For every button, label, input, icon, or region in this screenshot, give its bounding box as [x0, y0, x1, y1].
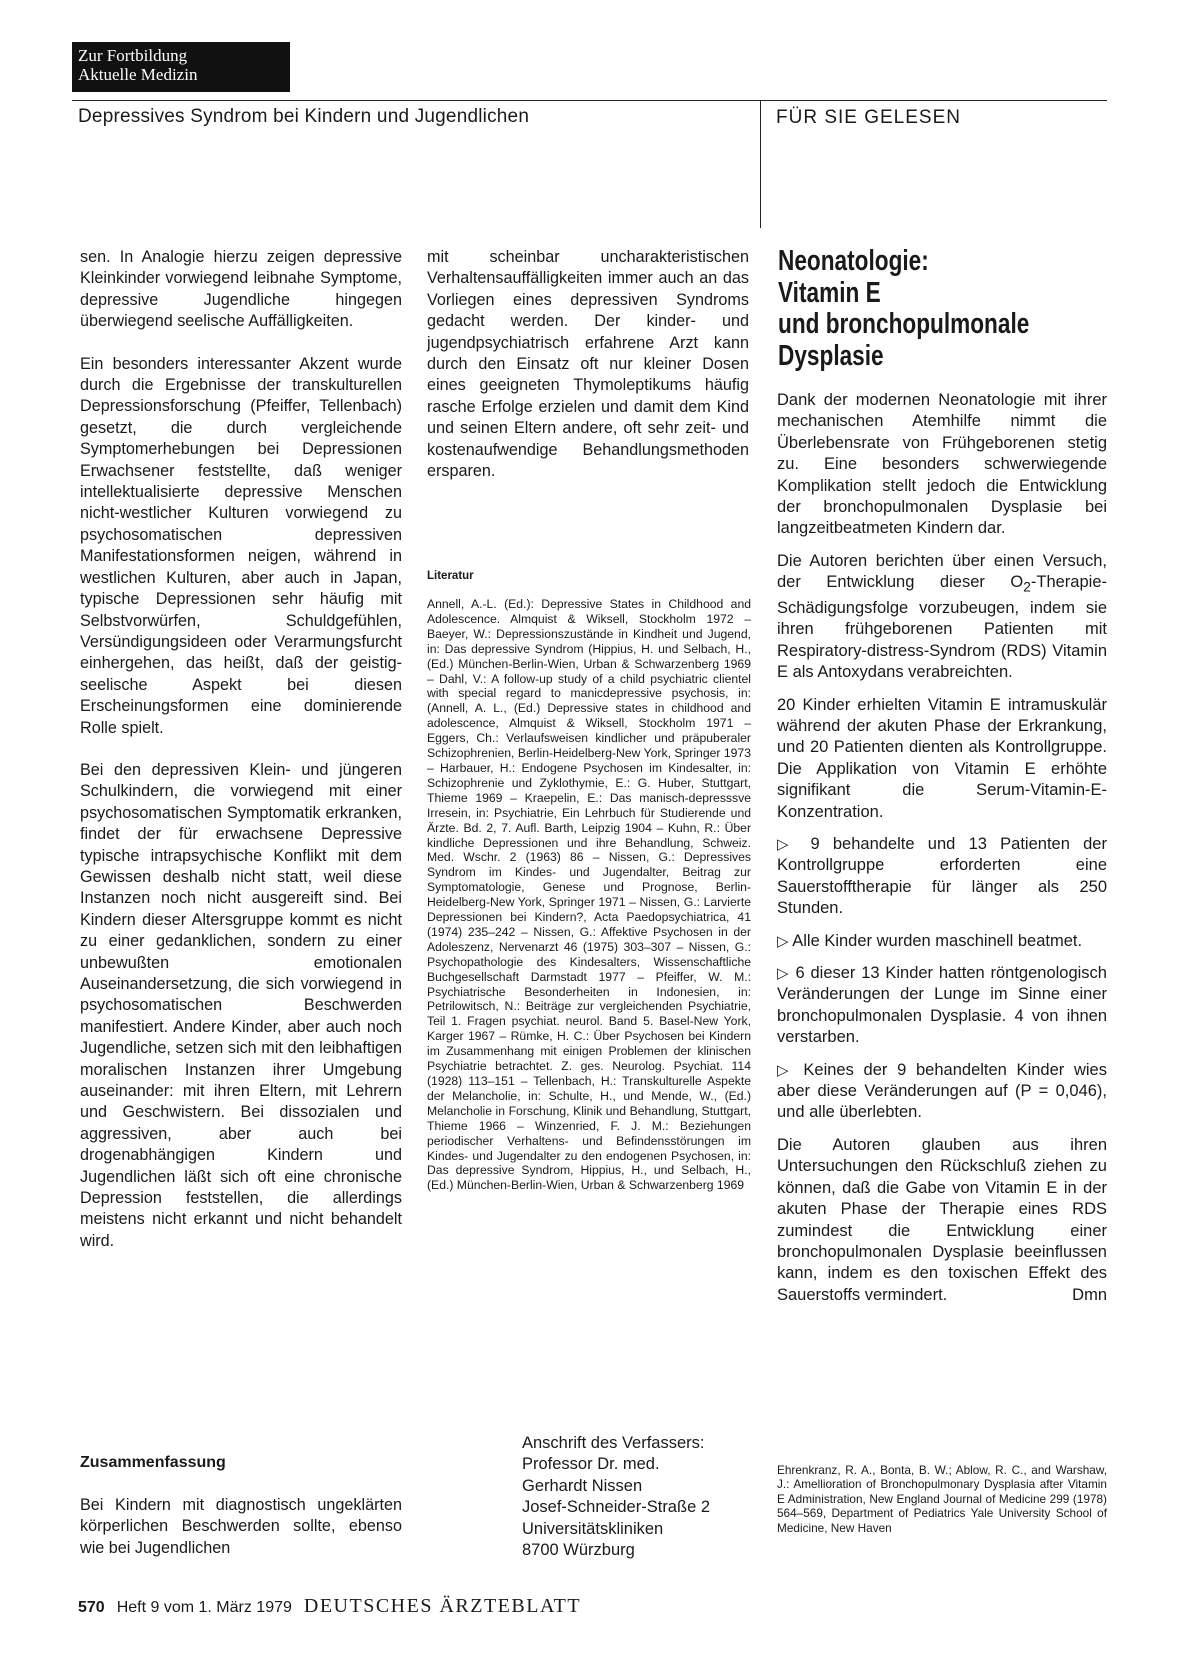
bullet-2	[777, 931, 1107, 952]
title-line-4: Dysplasie	[778, 339, 884, 372]
header-rule	[72, 100, 1107, 101]
bullet-1	[777, 834, 1107, 920]
column-3	[777, 390, 1107, 1317]
triangle-right-icon: ▷	[777, 1061, 794, 1079]
col3-paragraph-1: Dank der modernen Neonatologie mit ihrer mechanischen Atemhilfe nimmt die Überlebensrate von Frühgeborenen stetig zu. Eine besonders schwerwiegende Komplikation stellt jedoch die Entwicklung der bronchopulmonalen Dysplasie bei langzeitbeatmeten Kindern dar.	[777, 391, 1107, 538]
bullet-4	[777, 1060, 1107, 1124]
summary-text: Bei Kindern mit diagnostisch ungeklärten körperlichen Beschwerden sollte, ebenso wie bei Jugendlichen	[80, 1496, 402, 1557]
col1-paragraph-2: Ein besonders interessanter Akzent wurde durch die Ergebnisse der transkulturellen Depressionsforschung (Pfeiffer, Tellenbach) gesetzt, die durch vergleichende Symptomerhebungen bei Depressionen Erwachsener feststellte, daß weniger intellektualisierte depressive Menschen nicht-westlicher Kulturen vorwiegend zu psychosomatischen depressiven Manifestationsformen neigen, während in westlichen Kulturen, aber auch in Japan, typische Depressionen sehr häufig mit Selbstvorwürfen, Schuldgefühlen, Versündigungsideen oder Verarmungsfurcht einhergehen, das heißt, daß der geistig-seelische Aspekt bei diesen Erscheinungsformen eine dominierende Rolle spielt.	[80, 354, 402, 737]
column-divider	[760, 100, 761, 228]
col3-p2-part-a: Die Autoren berichten über einen Versuch, der Entwicklung dieser O	[777, 551, 1107, 592]
title-line-2: Vitamin E	[778, 276, 881, 309]
bullet-3	[777, 963, 1107, 1049]
literature-list: Annell, A.-L. (Ed.): Depressive States in Childhood and Adolescence. Almquist & Wiksell, Stockholm 1972 – Baeyer, W.: Depressionszustände in Kindheit und Jugend, in: Das depressive Syndrom (Hippius, H. und Selbach, H., (Ed.) München-Berlin-Wien, Urban & Schwarzenberg 1969 – Dahl, V.: A follow-up study of a child psychiatric clientel with special regard to manicdepressive psychosis, in: (Annell, A. L., (Ed.) Depressive states in childhood and adolescence, Almquist & Wiksell, Stockholm 1971 – Eggers, Ch.: Verlaufsweisen kindlicher und präpuberaler Schizophrenien, Berlin-Heidelberg-New York, Springer 1973 – Harbauer, H.: Endogene Psychosen im Kindesalter, in: Schizophrenie und Zyklothymie, E.: G. Huber, Stuttgart, Thieme 1969 – Kraepelin, E.: Das manisch-depresssve Irresein, in: Psychiatrie, Ein Lehrbuch für Studierende und Ärzte. Bd. 2, 7. Aufl. Barth, Leipzig 1904 – Kuhn, R.: Über kindliche Depressionen und ihre Behandlung, Schweiz. Med. Wschr. 2 (1963) 86 – Nissen, G.: Depressives Syndrom im Kindes- und Jugendalter, Beitrag zur Symptomatologie, Genese und Prognose, Berlin-Heidelberg-New York, Springer 1971 – Nissen, G.: Larvierte Depressionen bei Kindern?, Acta Paedopsychiatrica, 41 (1974) 235–242 – Nissen, G.: Affektive Psychosen in der Adoleszenz, Nervenarzt 46 (1975) 303–307 – Nissen, G.: Psychopathologie des Kindesalters, Wissenschaftliche Buchgesellschaft Darmstadt 1977 – Pfeiffer, W. M.: Psychiatrische Besonderheiten in Indonesien, in: Petrilowitsch, N.: Beiträge zur vergleichenden Psychiatrie, Teil 1. Fragen psychiat. neurol. Band 5. Basel-New York, Karger 1967 – Rümke, H. C.: Über Psychosen bei Kindern im Zusammenhang mit einigen Problemen der klinischen Psychiatrie betrachtet. Z. ges. Neurolog. Psychiat. 114 (1928) 113–151 – Tellenbach, H.: Transkulturelle Aspekte der Melancholie, in: Schulte, H., und Mende, W., (Ed.) Melancholie in Forschung, Klinik und Behandlung, Stuttgart, Thieme 1966 – Winzenried, F. J. M.: Beziehungen periodischer Verhaltens- und Befindensstörungen im Kindes- und Jugendalter zu den endogenen Psychosen, in: Das depressive Syndrom, Hippius, H., und Selbach, H., (Ed.) München-Berlin-Wien, Urban & Schwarzenberg 1969	[427, 597, 751, 1193]
col1-paragraph-3: Bei den depressiven Klein- und jüngeren Schulkindern, die vorwiegend mit einer psychosomatischen Symptomatik erkranken, findet der für erwachsene Depressive typische intrapsychische Konflikt mit dem Gewissen deshalb nicht statt, weil diese Instanzen noch nicht ausgereift sind. Bei Kindern dieser Altersgruppe kommt es nicht zu einer gedanklichen, sondern zu einer unbewußten emotionalen Auseinandersetzung, die sich vorwiegend in psychosomatischen Beschwerden manifestiert. Andere Kinder, aber auch noch Jugendliche, setzen sich mit den leibhaftigen moralischen Instanzen ihrer Umgebung auseinander: mit ihren Eltern, mit Lehrern und Geschwistern. Bei dissozialen und aggressiven, aber auch bei drogenabhängigen Kindern und Jugendlichen läßt sich oft eine chronische Depression feststellen, die allerdings meistens nicht erkannt und nicht behandelt wird.	[80, 760, 402, 1250]
bullet-4-text: Keines der 9 behandelten Kinder wies aber diese Veränderungen auf (P = 0,046), und alle überlebten.	[777, 1060, 1107, 1122]
triangle-right-icon: ▷	[777, 965, 790, 983]
col3-paragraph-2	[777, 551, 1107, 684]
article-reference: Ehrenkranz, R. A., Bonta, B. W.; Ablow, R. C., and Warshaw, J.: Amellioration of Bronchopulmonary Dysplasia after Vitamin E Administration, New England Journal of Medicine 299 (1978) 564–569, Department of Pediatrics Yale University School of Medicine, New Haven	[777, 1463, 1107, 1535]
author-address: Anschrift des Verfassers: Professor Dr. med. Gerhardt Nissen Josef-Schneider-Straße 2 Universitätskliniken 8700 Würzburg	[522, 1434, 711, 1560]
running-header-left: Depressives Syndrom bei Kindern und Jugendlichen	[78, 106, 530, 127]
badge-line-1: Zur Fortbildung	[78, 46, 188, 65]
title-line-3: und bronchopulmonale	[778, 308, 1030, 340]
triangle-right-icon: ▷	[777, 836, 798, 854]
journal-name: DEUTSCHES ÄRZTEBLATT	[303, 1595, 582, 1617]
col3-p2-part-b: -Therapie-Schädigungsfolge vorzubeugen, indem sie ihren frühgeborenen Patienten mit Respiratory-distress-Syndrom (RDS) Vitamin E als Antoxydans verabreichten.	[777, 573, 1107, 682]
column-1	[80, 247, 402, 1252]
bullet-1-text: 9 behandelte und 13 Patienten der Kontrollgruppe erforderten eine Sauerstofftherapie für länger als 250 Stunden.	[777, 835, 1107, 918]
title-line-1: Neonatologie:	[778, 245, 929, 277]
page-number: 570	[78, 1599, 105, 1616]
col3-paragraph-3: 20 Kinder erhielten Vitamin E intramuskulär während der akuten Phase der Erkrankung, und 20 Patienten dienten als Kontrollgruppe. Die Applikation von Vitamin E erhöhte signifikant die Serum-Vitamin-E-Konzentration.	[777, 695, 1107, 821]
col2-paragraph-1: mit scheinbar uncharakteristischen Verhaltensauffälligkeiten immer auch an das Vorliegen eines depressiven Syndroms gedacht werden. Der kinder- und jugendpsychiatrisch erfahrene Arzt kann durch den Einsatz oft nur kleiner Dosen eines geeigneten Thymoleptikums häufig rasche Erfolge erzielen und damit dem Kind und seinen Eltern andere, oft sehr zeit- und kostenaufwendige Behandlungsmethoden ersparen.	[427, 248, 749, 481]
column-2	[427, 247, 749, 482]
col3-paragraph-4	[777, 1135, 1107, 1306]
section-badge	[72, 42, 290, 92]
bullet-2-text: Alle Kinder wurden maschinell beatmet.	[792, 931, 1083, 950]
triangle-right-icon: ▷	[777, 932, 789, 950]
oxygen-subscript: 2	[1023, 579, 1031, 595]
literature-heading: Literatur	[427, 570, 474, 582]
col1-paragraph-1: sen. In Analogie hierzu zeigen depressive Kleinkinder vorwiegend leibnahe Symptome, depressive Jugendliche hingegen überwiegend seelische Auffälligkeiten.	[80, 248, 402, 331]
author-signature: Dmn	[1072, 1285, 1107, 1304]
article-title	[778, 246, 1035, 372]
bullet-3-text: 6 dieser 13 Kinder hatten röntgenologisch Veränderungen der Lunge im Sinne einer bronchopulmonalen Dysplasie. 4 von ihnen verstarben.	[777, 964, 1107, 1047]
col3-p4-text: Die Autoren glauben aus ihren Untersuchungen den Rückschluß ziehen zu können, daß die Gabe von Vitamin E in der akuten Phase der Therapie eines RDS zumindest die Entwicklung einer bronchopulmonalen Dysplasie beeinflussen kann, indem es den toxischen Effekt des Sauerstoffs vermindert.	[777, 1135, 1107, 1304]
summary-heading: Zusammenfassung	[80, 1454, 226, 1471]
running-header-right: FÜR SIE GELESEN	[776, 107, 961, 128]
badge-line-2: Aktuelle Medizin	[78, 65, 198, 84]
page-footer	[78, 1595, 581, 1618]
issue-info: Heft 9 vom 1. März 1979	[116, 1599, 292, 1616]
